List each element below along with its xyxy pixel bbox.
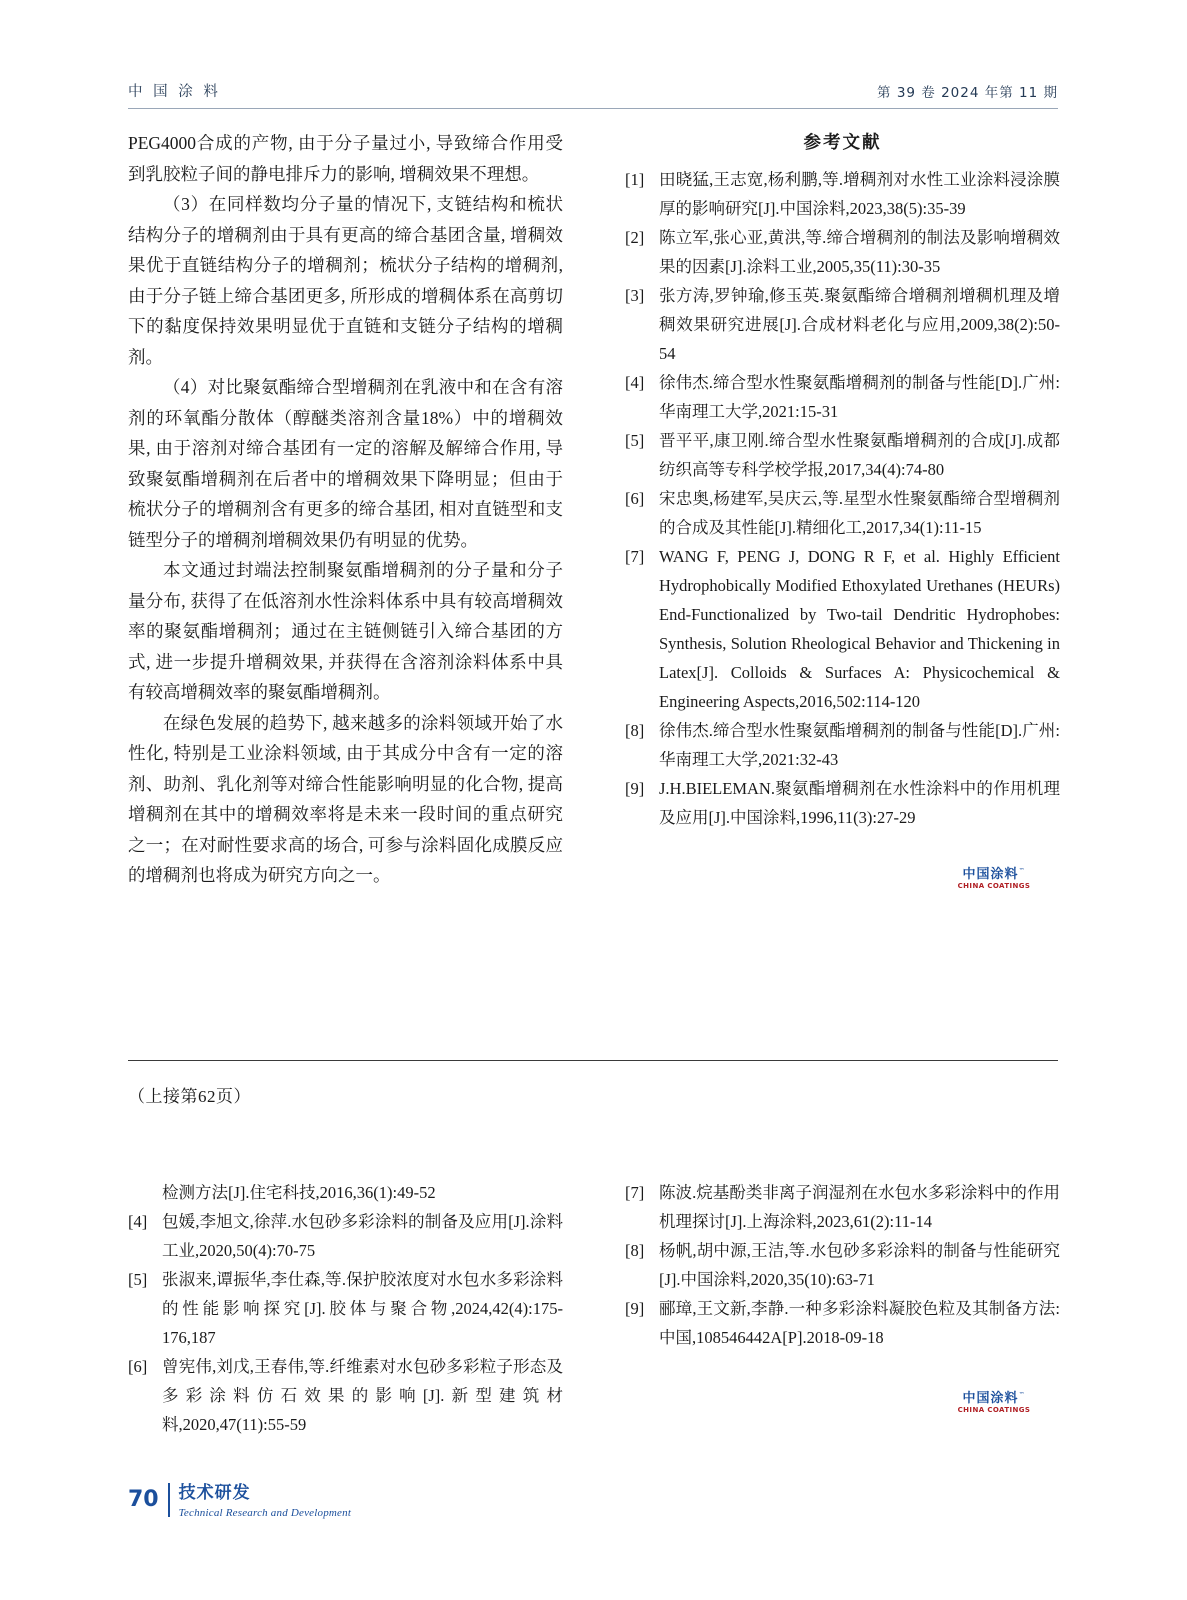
reference-number: [6] [128, 1357, 148, 1376]
reference-item [128, 1178, 563, 1207]
logo-english-text: CHINA COATINGS [957, 881, 1031, 890]
reference-text: 曾宪伟,刘戊,王春伟,等.纤维素对水包砂多彩粒子形态及多彩涂料仿石效果的影响[J].新型建筑材料,2020,47(11):55-59 [162, 1357, 563, 1434]
footer-section-en: Technical Research and Development [178, 1507, 352, 1519]
running-head [128, 80, 1058, 101]
reference-item [625, 484, 1060, 542]
reference-item [625, 1178, 1060, 1236]
logo-chinese-text [955, 1392, 1033, 1406]
references-list [625, 165, 1060, 832]
paragraph: 在绿色发展的趋势下, 越来越多的涂料领域开始了水性化, 特别是工业涂料领域, 由于其成分中含有一定的溶剂、助剂、乳化剂等对缔合性能影响明显的化合物, 提高增稠剂在其中的增稠效率将是未来一段时间的重点研究之一；在对耐性要求高的场合, 可参与涂料固化成膜反应的增稠剂也将成为研究方向之一。 [128, 712, 563, 885]
reference-number: [6] [625, 488, 645, 508]
reference-text: 田晓猛,王志宽,杨利鹏,等.增稠剂对水性工业涂料浸涂膜厚的影响研究[J].中国涂料,2023,38(5):35-39 [659, 169, 1060, 218]
reference-number: [2] [625, 227, 645, 247]
footer-section-zh: 技术研发 [178, 1483, 251, 1503]
reference-item [625, 1294, 1060, 1352]
article-separator [128, 1060, 1058, 1061]
references-column [625, 128, 1060, 832]
reference-text: 陈波.烷基酚类非离子润湿剂在水包水多彩涂料中的作用机理探讨[J].上海涂料,2023,61(2):11-14 [659, 1183, 1060, 1231]
reference-item [625, 165, 1060, 223]
reference-number: [5] [128, 1270, 148, 1289]
reference-item [625, 774, 1060, 832]
reference-item [625, 716, 1060, 774]
reference-text: 徐伟杰.缔合型水性聚氨酯增稠剂的制备与性能[D].广州:华南理工大学,2021:15-31 [659, 372, 1060, 421]
reference-text: WANG F, PENG J, DONG R F, et al. Highly Efficient Hydrophobically Modified Ethoxylated Urethanes (HEURs) End-Functionalized by Two-tail Dendritic Hydrophobes: Synthesis, Solution Rheological Behavior and Thickening in Latex[J]. Colloids & Surfaces A: Physicochemical & Engineering Aspects,2016,502:114-120 [659, 546, 1060, 711]
reference-text: 徐伟杰.缔合型水性聚氨酯增稠剂的制备与性能[D].广州:华南理工大学,2021:32-43 [659, 720, 1060, 769]
reference-text: 晋平平,康卫刚.缔合型水性聚氨酯增稠剂的合成[J].成都纺织高等专科学校学报,2017,34(4):74-80 [659, 430, 1060, 479]
reference-number: [7] [625, 1183, 645, 1202]
footer-section [179, 1478, 351, 1521]
trademark-icon: ™ [1018, 867, 1026, 875]
reference-number: [5] [625, 430, 645, 450]
reference-text: 宋忠奥,杨建军,吴庆云,等.星型水性聚氨酯缔合型增稠剂的合成及其性能[J].精细化工,2017,34(1):11-15 [659, 488, 1060, 537]
china-coatings-logo [955, 1392, 1033, 1414]
issue-info: 第 39 卷 2024 年第 11 期 [877, 85, 1058, 101]
reference-item [625, 223, 1060, 281]
logo-chinese-text [955, 868, 1033, 882]
reference-number: [8] [625, 720, 645, 740]
trademark-icon: ™ [1018, 1391, 1026, 1399]
paragraph: 本文通过封端法控制聚氨酯增稠剂的分子量和分子量分布, 获得了在低溶剂水性涂料体系中具有较高增稠效率的聚氨酯增稠剂；通过在主链侧链引入缔合基团的方式, 进一步提升增稠效果, 并获得在含溶剂涂料体系中具有较高增稠效率的聚氨酯增稠剂。 [128, 560, 563, 702]
logo-cn-label: 中国涂料 [962, 1391, 1019, 1406]
paragraph: PEG4000合成的产物, 由于分子量过小, 导致缔合作用受到乳胶粒子间的静电排斥力的影响, 增稠效果不理想。 [128, 133, 563, 184]
reference-number: [8] [625, 1241, 645, 1260]
reference-item [128, 1265, 563, 1352]
reference-number: [4] [128, 1212, 148, 1231]
reference-text: J.H.BIELEMAN.聚氨酯增稠剂在水性涂料中的作用机理及应用[J].中国涂料,1996,11(3):27-29 [659, 778, 1060, 827]
reference-number: [1] [625, 169, 645, 189]
reference-text: 杨帆,胡中源,王洁,等.水包砂多彩涂料的制备与性能研究[J].中国涂料,2020,35(10):63-71 [659, 1241, 1060, 1289]
reference-item [625, 426, 1060, 484]
reference-number: [4] [625, 372, 645, 392]
header-divider [128, 108, 1058, 109]
continuation-note: （上接第62页） [128, 1087, 251, 1106]
reference-item [128, 1352, 563, 1439]
lower-references-left [128, 1178, 563, 1439]
china-coatings-logo [955, 868, 1033, 890]
footer-divider [168, 1483, 170, 1517]
reference-number: [9] [625, 1299, 645, 1318]
reference-item [625, 1236, 1060, 1294]
reference-item [625, 368, 1060, 426]
page-footer [128, 1478, 351, 1521]
journal-name: 中 国 涂 料 [128, 84, 221, 100]
page-number: 70 [128, 1487, 159, 1512]
paragraph: （4）对比聚氨酯缔合型增稠剂在乳液中和在含有溶剂的环氧酯分散体（醇醚类溶剂含量18%）中的增稠效果, 由于溶剂对缔合基团有一定的溶解及解缔合作用, 导致聚氨酯增稠剂在后者中的增稠效果下降明显；但由于梳状分子的增稠剂含有更多的缔合基团, 相对直链型和支链型分子的增稠剂增稠效果仍有明显的优势。 [128, 377, 563, 550]
reference-text: 郦璋,王文新,李静.一种多彩涂料凝胶色粒及其制备方法:中国,108546442A[P].2018-09-18 [659, 1299, 1060, 1347]
reference-text: 检测方法[J].住宅科技,2016,36(1):49-52 [162, 1183, 436, 1202]
reference-text: 包媛,李旭文,徐萍.水包砂多彩涂料的制备及应用[J].涂料工业,2020,50(4):70-75 [162, 1212, 563, 1260]
reference-item [625, 542, 1060, 716]
reference-text: 张方涛,罗钟瑜,修玉英.聚氨酯缔合增稠剂增稠机理及增稠效果研究进展[J].合成材料老化与应用,2009,38(2):50-54 [659, 285, 1060, 363]
reference-number: [7] [625, 546, 645, 566]
reference-item [625, 281, 1060, 368]
logo-cn-label: 中国涂料 [962, 867, 1019, 882]
body-left-column [128, 128, 563, 891]
reference-item [128, 1207, 563, 1265]
references-title: 参考文献 [803, 133, 882, 153]
reference-text: 张淑来,谭振华,李仕森,等.保护胶浓度对水包水多彩涂料的性能影响探究[J].胶体与聚合物,2024,42(4):175-176,187 [162, 1270, 563, 1347]
reference-text: 陈立军,张心亚,黄洪,等.缔合增稠剂的制法及影响增稠效果的因素[J].涂料工业,2005,35(11):30-35 [659, 227, 1060, 276]
lower-references-right [625, 1178, 1060, 1352]
paragraph: （3）在同样数均分子量的情况下, 支链结构和梳状结构分子的增稠剂由于具有更高的缔合基团含量, 增稠效果优于直链结构分子的增稠剂；梳状分子结构的增稠剂, 由于分子链上缔合基团更多, 所形成的增稠体系在高剪切下的黏度保持效果明显优于直链和支链分子结构的增稠剂。 [128, 194, 563, 367]
reference-number: [3] [625, 285, 645, 305]
reference-number: [9] [625, 778, 645, 798]
logo-english-text: CHINA COATINGS [957, 1405, 1031, 1414]
